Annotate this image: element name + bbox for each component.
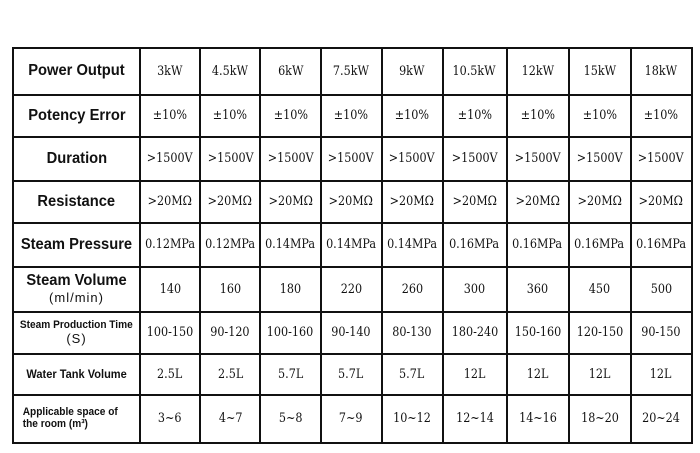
column-header: 15kW — [569, 48, 631, 95]
table-cell: 3~6 — [140, 395, 200, 443]
table-cell: 5.7L — [321, 354, 382, 395]
spec-table — [12, 47, 693, 444]
table-cell: 80-130 — [382, 312, 443, 354]
table-cell: >1500V — [260, 137, 320, 181]
row-sublabel: (ml/min) — [49, 289, 104, 305]
table-cell: 5.7L — [260, 354, 320, 395]
table-cell: 4~7 — [200, 395, 260, 443]
table-cell: 90-120 — [200, 312, 260, 354]
table-cell: ±10% — [140, 95, 200, 137]
table-cell: 160 — [200, 267, 260, 312]
table-cell: 0.16MPa — [443, 223, 507, 267]
column-header: 7.5kW — [321, 48, 382, 95]
column-header: 18kW — [631, 48, 692, 95]
table-cell: >1500V — [569, 137, 631, 181]
table-cell: 0.14MPa — [382, 223, 443, 267]
table-cell: >20MΩ — [443, 181, 507, 223]
row-label: Steam Production Time (S) — [13, 312, 140, 354]
table-cell: ±10% — [443, 95, 507, 137]
table-cell: 12L — [569, 354, 631, 395]
row-label: Steam Pressure — [13, 223, 140, 267]
column-header: 3kW — [140, 48, 200, 95]
table-row — [13, 395, 692, 443]
table-cell: 12L — [631, 354, 692, 395]
table-cell: 100-160 — [260, 312, 320, 354]
table-cell: 12L — [507, 354, 569, 395]
row-label: Applicable space of the room (m³) — [13, 395, 140, 443]
table-cell: >1500V — [382, 137, 443, 181]
table-cell: >20MΩ — [200, 181, 260, 223]
table-cell: >20MΩ — [507, 181, 569, 223]
row-label: Duration — [13, 137, 140, 181]
table-cell: 18~20 — [569, 395, 631, 443]
table-cell: 12~14 — [443, 395, 507, 443]
row-label: Water Tank Volume — [13, 354, 140, 395]
table-cell: 5~8 — [260, 395, 320, 443]
table-cell: ±10% — [260, 95, 320, 137]
table-cell: >20MΩ — [382, 181, 443, 223]
table-cell: >20MΩ — [631, 181, 692, 223]
table-cell: >20MΩ — [321, 181, 382, 223]
table-cell: 12L — [443, 354, 507, 395]
table-cell: 5.7L — [382, 354, 443, 395]
table-cell: 120-150 — [569, 312, 631, 354]
row-label: Potency Error — [13, 95, 140, 137]
table-cell: 100-150 — [140, 312, 200, 354]
table-cell: 140 — [140, 267, 200, 312]
table-cell: 0.16MPa — [569, 223, 631, 267]
table-cell: 2.5L — [200, 354, 260, 395]
table-cell: 220 — [321, 267, 382, 312]
column-header: 9kW — [382, 48, 443, 95]
table-cell: 150-160 — [507, 312, 569, 354]
table-cell: >1500V — [443, 137, 507, 181]
table-row — [13, 354, 692, 395]
table-row — [13, 95, 692, 137]
table-cell: ±10% — [507, 95, 569, 137]
table-cell: ±10% — [200, 95, 260, 137]
table-cell: 90-140 — [321, 312, 382, 354]
table-cell: 300 — [443, 267, 507, 312]
table-cell: >1500V — [631, 137, 692, 181]
row-label-power-output: Power Output — [13, 48, 140, 95]
table-cell: 0.12MPa — [140, 223, 200, 267]
column-header: 6kW — [260, 48, 320, 95]
table-cell: 260 — [382, 267, 443, 312]
table-cell: 14~16 — [507, 395, 569, 443]
table-cell: ±10% — [631, 95, 692, 137]
table-body — [13, 48, 692, 443]
table-row — [13, 312, 692, 354]
table-cell: 90-150 — [631, 312, 692, 354]
table-cell: 450 — [569, 267, 631, 312]
table-cell: 0.14MPa — [260, 223, 320, 267]
table-cell: 500 — [631, 267, 692, 312]
table-cell: 0.16MPa — [631, 223, 692, 267]
table-cell: 0.12MPa — [200, 223, 260, 267]
table-row — [13, 137, 692, 181]
table-cell: >20MΩ — [260, 181, 320, 223]
table-cell: 180-240 — [443, 312, 507, 354]
table-cell: >1500V — [507, 137, 569, 181]
table-cell: 10~12 — [382, 395, 443, 443]
table-cell: >1500V — [321, 137, 382, 181]
table-cell: 360 — [507, 267, 569, 312]
column-header: 10.5kW — [443, 48, 507, 95]
column-header: 12kW — [507, 48, 569, 95]
table-cell: 2.5L — [140, 354, 200, 395]
row-sublabel: (S) — [66, 330, 87, 346]
column-header: 4.5kW — [200, 48, 260, 95]
table-row — [13, 267, 692, 312]
table-cell: >1500V — [200, 137, 260, 181]
table-cell: >20MΩ — [140, 181, 200, 223]
table-cell: >20MΩ — [569, 181, 631, 223]
table-cell: 0.16MPa — [507, 223, 569, 267]
table-cell: ±10% — [321, 95, 382, 137]
table-row — [13, 181, 692, 223]
table-cell: 7~9 — [321, 395, 382, 443]
table-cell: 20~24 — [631, 395, 692, 443]
table-cell: >1500V — [140, 137, 200, 181]
table-cell: 0.14MPa — [321, 223, 382, 267]
table-cell: 180 — [260, 267, 320, 312]
table-row-power-output — [13, 48, 692, 95]
table-cell: ±10% — [382, 95, 443, 137]
row-label: Resistance — [13, 181, 140, 223]
table-row — [13, 223, 692, 267]
row-label: Steam Volume (ml/min) — [13, 267, 140, 312]
table-cell: ±10% — [569, 95, 631, 137]
